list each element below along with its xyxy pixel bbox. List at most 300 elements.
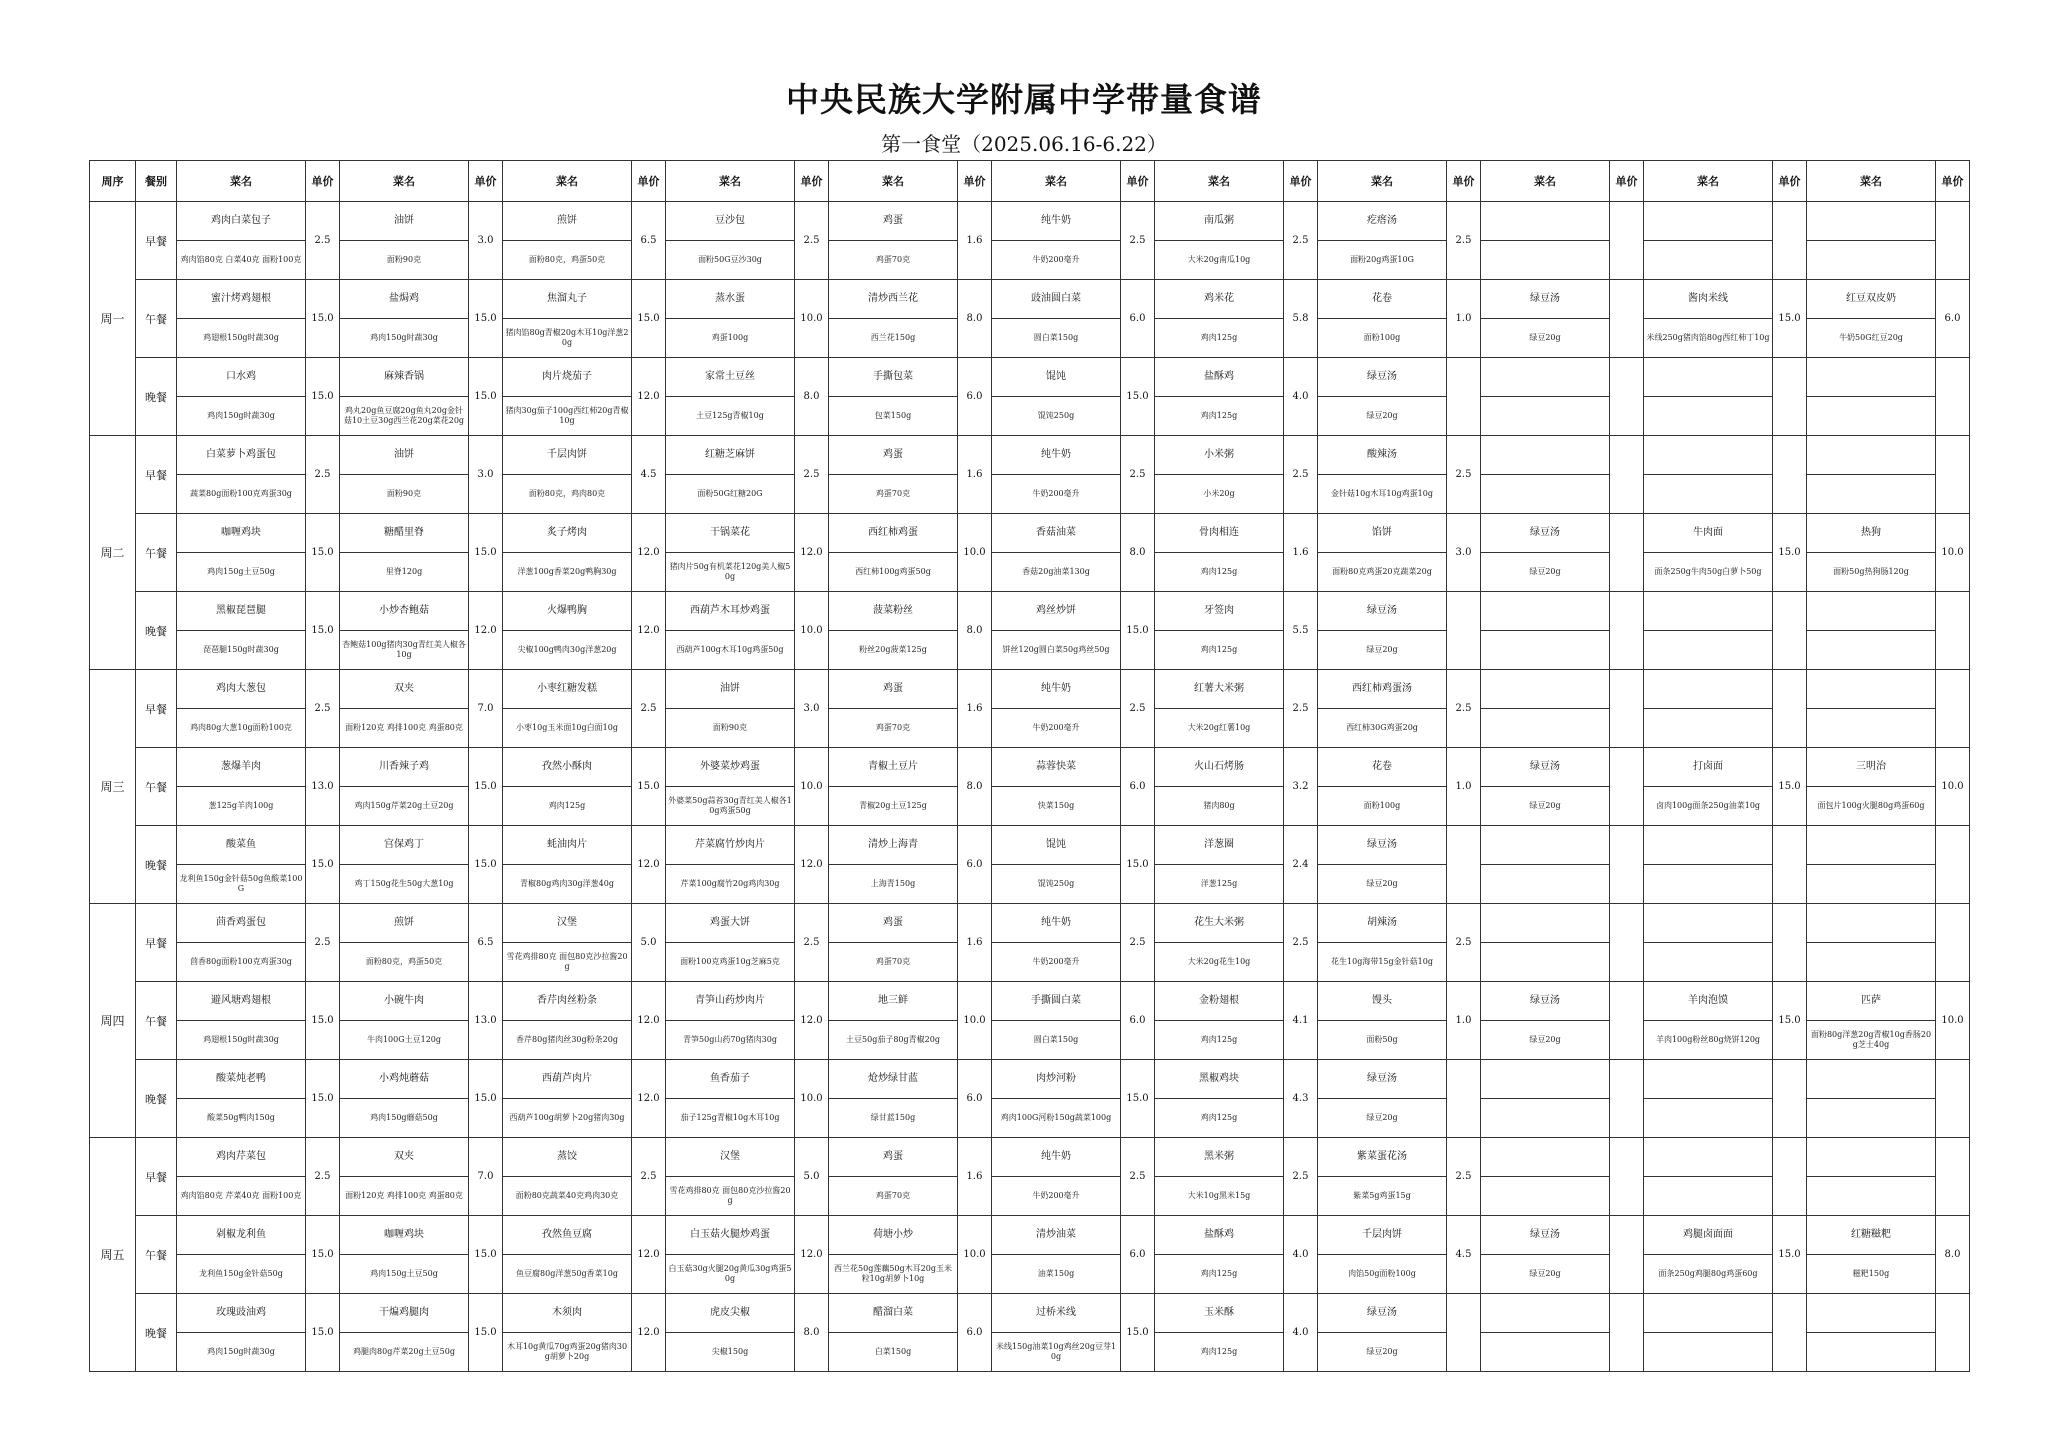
- dish-price: 6.5: [469, 904, 503, 982]
- dish-name: 蒸饺: [503, 1138, 632, 1177]
- meal-label: 晚餐: [136, 592, 177, 670]
- dish-ingredients: [1481, 865, 1610, 904]
- dish-price: 15.0: [1121, 826, 1155, 904]
- dish-ingredients: 西葫芦100g木耳10g鸡蛋50g: [666, 631, 795, 670]
- dish-price: 15.0: [306, 1060, 340, 1138]
- dish-price: [1610, 514, 1644, 592]
- dish-ingredients: 鸡肉125g: [503, 787, 632, 826]
- dish-name: 骨肉相连: [1155, 514, 1284, 553]
- dish-price: 1.6: [1284, 514, 1318, 592]
- dish-price: 15.0: [1121, 1060, 1155, 1138]
- dish-price: [1773, 358, 1807, 436]
- dish-price: 2.5: [1447, 904, 1481, 982]
- dish-name: 油饼: [340, 436, 469, 475]
- dish-ingredients: 茴香80g面粉100克鸡蛋30g: [177, 943, 306, 982]
- header-price: 单价: [795, 161, 829, 202]
- dish-ingredients: [1807, 1177, 1936, 1216]
- header-dish: 菜名: [1481, 161, 1610, 202]
- dish-name: 肉片烧茄子: [503, 358, 632, 397]
- dish-price: [1936, 202, 1970, 280]
- dish-ingredients: 鸡肉125g: [1155, 397, 1284, 436]
- dish-price: 4.0: [1284, 1294, 1318, 1372]
- dish-price: 2.5: [1121, 670, 1155, 748]
- dish-name: 小碗牛肉: [340, 982, 469, 1021]
- dish-name: 白玉菇火腿炒鸡蛋: [666, 1216, 795, 1255]
- dish-price: 2.5: [1284, 670, 1318, 748]
- dish-name: [1481, 592, 1610, 631]
- dish-name: [1644, 1060, 1773, 1099]
- dish-ingredients: 面粉100g: [1318, 319, 1447, 358]
- menu-row: [90, 358, 1970, 397]
- dish-price: 12.0: [632, 514, 666, 592]
- dish-ingredients: 鱼豆腐80g洋葱50g香菜10g: [503, 1255, 632, 1294]
- dish-name: 酱肉米线: [1644, 280, 1773, 319]
- dish-price: [1936, 1294, 1970, 1372]
- dish-ingredients: [1481, 241, 1610, 280]
- dish-ingredients: 青椒80g鸡肉30g洋葱40g: [503, 865, 632, 904]
- meal-label: 午餐: [136, 514, 177, 592]
- dish-name: 西葫芦肉片: [503, 1060, 632, 1099]
- dish-ingredients: 西兰花50g莲藕50g木耳20g玉米粒10g胡萝卜10g: [829, 1255, 958, 1294]
- meal-label: 午餐: [136, 1216, 177, 1294]
- dish-price: 6.0: [958, 1294, 992, 1372]
- dish-ingredients: 青椒20g土豆125g: [829, 787, 958, 826]
- dish-name: [1644, 1294, 1773, 1333]
- dish-name: 焦溜丸子: [503, 280, 632, 319]
- dish-ingredients: 绿豆20g: [1481, 553, 1610, 592]
- dish-ingredients: 粉丝20g菠菜125g: [829, 631, 958, 670]
- dish-name: 花生大米粥: [1155, 904, 1284, 943]
- dish-ingredients: [1807, 475, 1936, 514]
- dish-ingredients: [1481, 475, 1610, 514]
- dish-price: 15.0: [306, 982, 340, 1060]
- dish-price: [1936, 436, 1970, 514]
- dish-price: [1773, 592, 1807, 670]
- dish-price: [1447, 826, 1481, 904]
- dish-price: [1610, 1138, 1644, 1216]
- dish-price: 3.0: [469, 436, 503, 514]
- dish-name: 千层肉饼: [503, 436, 632, 475]
- menu-row: [90, 670, 1970, 709]
- dish-price: 6.0: [1936, 280, 1970, 358]
- menu-row: [90, 1216, 1970, 1255]
- dish-price: 15.0: [469, 1294, 503, 1372]
- dish-price: 12.0: [632, 1060, 666, 1138]
- header-price: 单价: [1121, 161, 1155, 202]
- dish-price: 6.0: [1121, 1216, 1155, 1294]
- dish-name: 干锅菜花: [666, 514, 795, 553]
- menu-row: [90, 1060, 1970, 1099]
- dish-price: 15.0: [306, 280, 340, 358]
- dish-price: 6.0: [958, 1060, 992, 1138]
- header-price: 单价: [469, 161, 503, 202]
- dish-ingredients: 大米20g南瓜10g: [1155, 241, 1284, 280]
- menu-table: [89, 160, 1970, 1372]
- dish-ingredients: 酸菜50g鸭肉150g: [177, 1099, 306, 1138]
- dish-ingredients: 面粉20g鸡蛋10G: [1318, 241, 1447, 280]
- dish-ingredients: 肉馅50g面粉100g: [1318, 1255, 1447, 1294]
- dish-ingredients: 大米20g花生10g: [1155, 943, 1284, 982]
- dish-name: 孜然小酥肉: [503, 748, 632, 787]
- menu-row-ingredients: [90, 397, 1970, 436]
- dish-name: 煎饼: [503, 202, 632, 241]
- dish-ingredients: 鸡肉125g: [1155, 319, 1284, 358]
- dish-ingredients: 鸡丸20g鱼豆腐20g鱼丸20g金针菇10土豆30g西兰花20g菜花20g: [340, 397, 469, 436]
- dish-name: 绿豆汤: [1318, 826, 1447, 865]
- dish-name: [1807, 1294, 1936, 1333]
- dish-name: 汉堡: [503, 904, 632, 943]
- dish-price: 2.5: [1121, 904, 1155, 982]
- menu-row-ingredients: [90, 1021, 1970, 1060]
- menu-row: [90, 1294, 1970, 1333]
- dish-price: 8.0: [958, 748, 992, 826]
- dish-ingredients: 鸡肉馅80克 芹菜40克 面粉100克: [177, 1177, 306, 1216]
- dish-price: [1936, 592, 1970, 670]
- dish-price: [1610, 1216, 1644, 1294]
- dish-price: 7.0: [469, 1138, 503, 1216]
- dish-price: 6.5: [632, 202, 666, 280]
- dish-name: 川香辣子鸡: [340, 748, 469, 787]
- dish-name: [1481, 826, 1610, 865]
- dish-ingredients: 鸡肉80g大葱10g面粉100克: [177, 709, 306, 748]
- dish-name: 糖醋里脊: [340, 514, 469, 553]
- dish-price: [1773, 436, 1807, 514]
- header-dish: 菜名: [1807, 161, 1936, 202]
- dish-name: 干煸鸡腿肉: [340, 1294, 469, 1333]
- menu-row: [90, 904, 1970, 943]
- dish-price: 15.0: [469, 1060, 503, 1138]
- dish-name: 盐焗鸡: [340, 280, 469, 319]
- dish-price: 15.0: [1121, 592, 1155, 670]
- dish-ingredients: 牛奶200毫升: [992, 943, 1121, 982]
- dish-name: 牛肉面: [1644, 514, 1773, 553]
- dish-price: 3.0: [795, 670, 829, 748]
- dish-price: [1610, 748, 1644, 826]
- dish-ingredients: 绿甘蓝150g: [829, 1099, 958, 1138]
- dish-name: 鸡肉大葱包: [177, 670, 306, 709]
- dish-name: 蚝油肉片: [503, 826, 632, 865]
- dish-name: 黑椒琵琶腿: [177, 592, 306, 631]
- dish-price: 12.0: [795, 826, 829, 904]
- dish-ingredients: 鸡肉100G河粉150g蔬菜100g: [992, 1099, 1121, 1138]
- dish-name: 红薯大米粥: [1155, 670, 1284, 709]
- dish-price: [1610, 982, 1644, 1060]
- dish-ingredients: 鸡肉125g: [1155, 1255, 1284, 1294]
- dish-price: 1.0: [1447, 280, 1481, 358]
- dish-name: 绿豆汤: [1481, 514, 1610, 553]
- dish-price: 6.0: [1121, 982, 1155, 1060]
- dish-name: 香菇油菜: [992, 514, 1121, 553]
- dish-name: 双夹: [340, 670, 469, 709]
- dish-price: 13.0: [306, 748, 340, 826]
- dish-name: 清炒西兰花: [829, 280, 958, 319]
- dish-ingredients: 馄饨250g: [992, 397, 1121, 436]
- dish-name: 香芹肉丝粉条: [503, 982, 632, 1021]
- dish-ingredients: 牛奶50G红豆20g: [1807, 319, 1936, 358]
- dish-ingredients: 包菜150g: [829, 397, 958, 436]
- dish-ingredients: 鸡肉150g时蔬30g: [177, 397, 306, 436]
- dish-name: [1644, 592, 1773, 631]
- dish-price: 1.0: [1447, 982, 1481, 1060]
- dish-ingredients: 香菇20g油菜130g: [992, 553, 1121, 592]
- dish-price: 2.5: [795, 436, 829, 514]
- dish-ingredients: 面条250g鸡腿80g鸡蛋60g: [1644, 1255, 1773, 1294]
- dish-name: [1644, 436, 1773, 475]
- dish-ingredients: [1481, 397, 1610, 436]
- meal-label: 午餐: [136, 748, 177, 826]
- dish-name: 鱼香茄子: [666, 1060, 795, 1099]
- dish-price: 15.0: [469, 826, 503, 904]
- dish-name: 清炒油菜: [992, 1216, 1121, 1255]
- menu-row-ingredients: [90, 319, 1970, 358]
- dish-ingredients: [1807, 241, 1936, 280]
- dish-ingredients: 猪肉80g: [1155, 787, 1284, 826]
- dish-name: 绿豆汤: [1318, 592, 1447, 631]
- dish-price: 15.0: [1773, 280, 1807, 358]
- dish-price: [1773, 670, 1807, 748]
- dish-ingredients: 大米10g黑米15g: [1155, 1177, 1284, 1216]
- dish-ingredients: 圆白菜150g: [992, 1021, 1121, 1060]
- dish-name: 紫菜蛋花汤: [1318, 1138, 1447, 1177]
- dish-name: 洋葱圈: [1155, 826, 1284, 865]
- dish-ingredients: 快菜150g: [992, 787, 1121, 826]
- dish-name: 咖喱鸡块: [177, 514, 306, 553]
- dish-name: [1481, 358, 1610, 397]
- header-price: 单价: [1284, 161, 1318, 202]
- dish-name: 青笋山药炒肉片: [666, 982, 795, 1021]
- dish-price: 15.0: [469, 514, 503, 592]
- dish-ingredients: 龙利鱼150g金针菇50g: [177, 1255, 306, 1294]
- dish-name: 馄饨: [992, 826, 1121, 865]
- dish-price: 15.0: [469, 280, 503, 358]
- dish-name: 打卤面: [1644, 748, 1773, 787]
- dish-name: 小米粥: [1155, 436, 1284, 475]
- dish-ingredients: 面粉90克: [666, 709, 795, 748]
- dish-price: 2.5: [632, 1138, 666, 1216]
- header-dish: 菜名: [1644, 161, 1773, 202]
- dish-name: 小炒杏鲍菇: [340, 592, 469, 631]
- dish-price: [1773, 1294, 1807, 1372]
- dish-name: 花卷: [1318, 748, 1447, 787]
- header-dish: 菜名: [503, 161, 632, 202]
- dish-price: 15.0: [306, 1216, 340, 1294]
- dish-price: 2.5: [1447, 670, 1481, 748]
- dish-name: 炙子烤肉: [503, 514, 632, 553]
- day-label: 周三: [90, 670, 136, 904]
- dish-name: 南瓜粥: [1155, 202, 1284, 241]
- dish-price: [1447, 1294, 1481, 1372]
- dish-ingredients: 面粉90克: [340, 241, 469, 280]
- dish-name: [1644, 358, 1773, 397]
- header-price: 单价: [1773, 161, 1807, 202]
- dish-ingredients: 西红柿100g鸡蛋50g: [829, 553, 958, 592]
- dish-name: 纯牛奶: [992, 202, 1121, 241]
- dish-price: 15.0: [632, 748, 666, 826]
- menu-row-ingredients: [90, 475, 1970, 514]
- dish-name: 虎皮尖椒: [666, 1294, 795, 1333]
- dish-name: 三明治: [1807, 748, 1936, 787]
- dish-price: 12.0: [632, 358, 666, 436]
- dish-ingredients: 鸡蛋70克: [829, 475, 958, 514]
- dish-name: 黑米粥: [1155, 1138, 1284, 1177]
- menu-row-ingredients: [90, 865, 1970, 904]
- dish-ingredients: 绿豆20g: [1318, 397, 1447, 436]
- dish-name: 剁椒龙利鱼: [177, 1216, 306, 1255]
- dish-ingredients: [1644, 241, 1773, 280]
- dish-name: 馅饼: [1318, 514, 1447, 553]
- dish-name: 红糖糍粑: [1807, 1216, 1936, 1255]
- dish-ingredients: 金针菇10g木耳10g鸡蛋10g: [1318, 475, 1447, 514]
- dish-price: 10.0: [1936, 982, 1970, 1060]
- dish-ingredients: 猪肉片50g有机菜花120g美人椒50g: [666, 553, 795, 592]
- dish-price: 10.0: [1936, 748, 1970, 826]
- dish-price: 10.0: [795, 748, 829, 826]
- meal-label: 早餐: [136, 436, 177, 514]
- dish-ingredients: 外婆菜50g蒜苔30g青红美人椒各10g鸡蛋50g: [666, 787, 795, 826]
- dish-name: 鸡蛋: [829, 670, 958, 709]
- dish-name: 家常土豆丝: [666, 358, 795, 397]
- dish-name: 纯牛奶: [992, 1138, 1121, 1177]
- dish-price: 8.0: [958, 592, 992, 670]
- dish-ingredients: 绿豆20g: [1481, 1255, 1610, 1294]
- menu-row: [90, 982, 1970, 1021]
- header-price: 单价: [632, 161, 666, 202]
- dish-price: 10.0: [795, 592, 829, 670]
- dish-ingredients: 西红柿30G鸡蛋20g: [1318, 709, 1447, 748]
- dish-ingredients: 面粉80克，鸡蛋50克: [503, 241, 632, 280]
- dish-name: 鸡蛋: [829, 904, 958, 943]
- dish-price: 2.5: [1284, 1138, 1318, 1216]
- dish-name: 孜然鱼豆腐: [503, 1216, 632, 1255]
- dish-name: 青椒土豆片: [829, 748, 958, 787]
- dish-name: 油饼: [666, 670, 795, 709]
- dish-price: 3.0: [469, 202, 503, 280]
- page-subtitle: 第一食堂（2025.06.16-6.22）: [881, 132, 1167, 156]
- dish-name: 绿豆汤: [1481, 280, 1610, 319]
- dish-price: [1447, 358, 1481, 436]
- dish-name: 咖喱鸡块: [340, 1216, 469, 1255]
- dish-ingredients: 绿豆20g: [1318, 631, 1447, 670]
- dish-price: 4.3: [1284, 1060, 1318, 1138]
- header-row: [90, 161, 1970, 202]
- dish-price: 2.5: [1121, 202, 1155, 280]
- dish-name: 绿豆汤: [1318, 1060, 1447, 1099]
- dish-name: [1644, 202, 1773, 241]
- dish-name: 外婆菜炒鸡蛋: [666, 748, 795, 787]
- dish-price: 6.0: [958, 826, 992, 904]
- dish-price: 1.6: [958, 670, 992, 748]
- dish-price: [1610, 436, 1644, 514]
- dish-ingredients: [1644, 709, 1773, 748]
- dish-price: [1610, 358, 1644, 436]
- dish-ingredients: 绿豆20g: [1481, 787, 1610, 826]
- dish-price: 12.0: [632, 826, 666, 904]
- menu-row: [90, 1138, 1970, 1177]
- dish-name: 纯牛奶: [992, 670, 1121, 709]
- dish-ingredients: 洋葱100g香菜20g鸭胸30g: [503, 553, 632, 592]
- dish-name: 绿豆汤: [1318, 358, 1447, 397]
- dish-ingredients: [1807, 709, 1936, 748]
- dish-name: 鸡腿卤面面: [1644, 1216, 1773, 1255]
- dish-ingredients: 油菜150g: [992, 1255, 1121, 1294]
- dish-price: 8.0: [795, 1294, 829, 1372]
- dish-ingredients: [1481, 709, 1610, 748]
- meal-label: 早餐: [136, 1138, 177, 1216]
- dish-price: 6.0: [1121, 280, 1155, 358]
- dish-name: 疙瘩汤: [1318, 202, 1447, 241]
- dish-ingredients: 牛奶200毫升: [992, 1177, 1121, 1216]
- dish-ingredients: [1481, 1099, 1610, 1138]
- dish-ingredients: 面粉50g热狗肠120g: [1807, 553, 1936, 592]
- dish-price: 2.4: [1284, 826, 1318, 904]
- dish-price: 10.0: [958, 982, 992, 1060]
- dish-name: [1481, 202, 1610, 241]
- dish-ingredients: 圆白菜150g: [992, 319, 1121, 358]
- meal-label: 午餐: [136, 982, 177, 1060]
- dish-name: 口水鸡: [177, 358, 306, 397]
- dish-price: 2.5: [1121, 1138, 1155, 1216]
- dish-ingredients: [1644, 943, 1773, 982]
- dish-ingredients: 鸡蛋70克: [829, 709, 958, 748]
- menu-row: [90, 514, 1970, 553]
- dish-price: [1610, 826, 1644, 904]
- dish-price: 8.0: [958, 280, 992, 358]
- dish-price: 2.5: [1121, 436, 1155, 514]
- dish-price: [1936, 826, 1970, 904]
- dish-ingredients: 西葫芦100g胡萝卜20g猪肉30g: [503, 1099, 632, 1138]
- dish-name: [1807, 904, 1936, 943]
- dish-ingredients: 鸡蛋100g: [666, 319, 795, 358]
- dish-ingredients: 土豆125g青椒10g: [666, 397, 795, 436]
- dish-price: 1.6: [958, 202, 992, 280]
- dish-name: 蒸水蛋: [666, 280, 795, 319]
- dish-price: [1936, 358, 1970, 436]
- header-price: 单价: [1936, 161, 1970, 202]
- dish-name: 手撕包菜: [829, 358, 958, 397]
- menu-row-ingredients: [90, 943, 1970, 982]
- header-meal: 餐别: [136, 161, 177, 202]
- dish-name: 盐酥鸡: [1155, 1216, 1284, 1255]
- dish-name: 千层肉饼: [1318, 1216, 1447, 1255]
- page-title: 中央民族大学附属中学带量食谱: [786, 80, 1262, 119]
- dish-name: 羊肉泡馍: [1644, 982, 1773, 1021]
- dish-name: [1807, 202, 1936, 241]
- dish-price: 15.0: [306, 358, 340, 436]
- dish-ingredients: 面包片100g火腿80g鸡蛋60g: [1807, 787, 1936, 826]
- dish-name: 玫瑰豉油鸡: [177, 1294, 306, 1333]
- dish-price: [1610, 280, 1644, 358]
- dish-ingredients: 牛奶200毫升: [992, 475, 1121, 514]
- dish-name: 过桥米线: [992, 1294, 1121, 1333]
- dish-ingredients: 雪花鸡排80克 面包80克沙拉酱20g: [503, 943, 632, 982]
- dish-ingredients: 里脊120g: [340, 553, 469, 592]
- dish-ingredients: 米线250g猪肉馅80g西红柿丁10g: [1644, 319, 1773, 358]
- dish-price: 12.0: [795, 514, 829, 592]
- dish-name: 地三鲜: [829, 982, 958, 1021]
- dish-price: 15.0: [1121, 358, 1155, 436]
- dish-name: 盐酥鸡: [1155, 358, 1284, 397]
- dish-name: 馄饨: [992, 358, 1121, 397]
- dish-name: [1807, 1138, 1936, 1177]
- dish-name: 西红柿鸡蛋汤: [1318, 670, 1447, 709]
- menu-row: [90, 202, 1970, 241]
- dish-price: 15.0: [1773, 1216, 1807, 1294]
- dish-name: 醋溜白菜: [829, 1294, 958, 1333]
- dish-price: 10.0: [795, 1060, 829, 1138]
- dish-price: [1936, 670, 1970, 748]
- menu-row-ingredients: [90, 1255, 1970, 1294]
- dish-ingredients: 面条250g牛肉50g白萝卜50g: [1644, 553, 1773, 592]
